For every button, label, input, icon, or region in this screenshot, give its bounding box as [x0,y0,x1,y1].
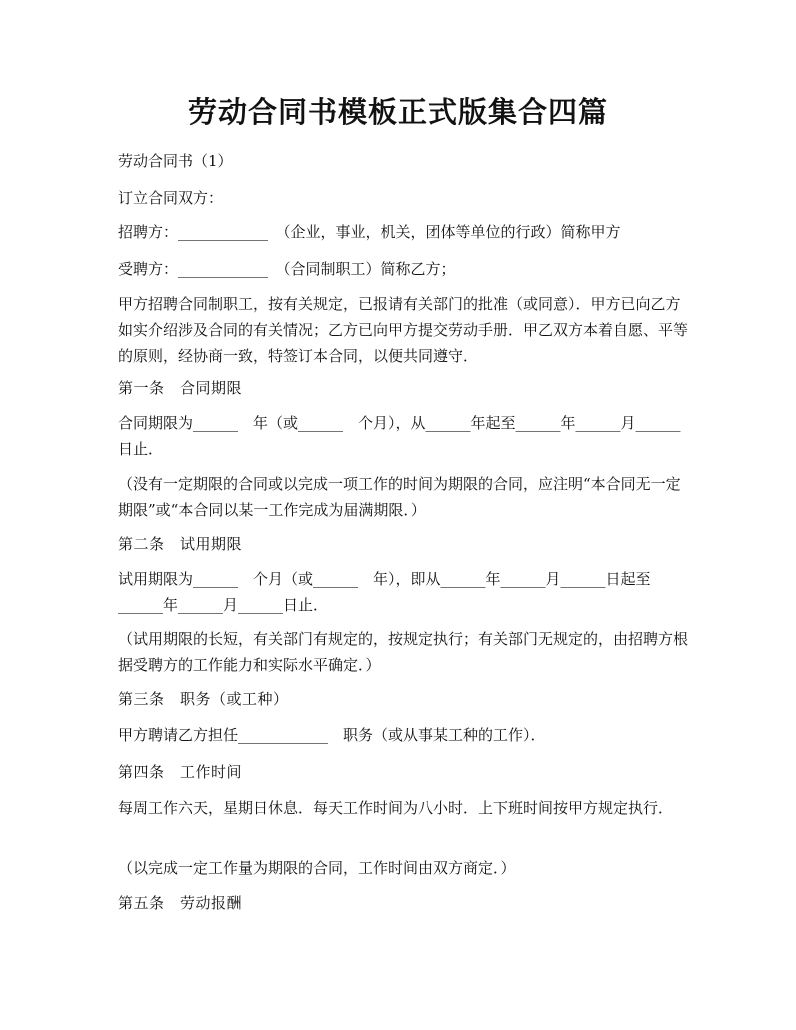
contract-term-note: （没有一定期限的合同或以完成一项工作的时间为期限的合同，应注明“本合同无一定期限”或“本合同以某一工作完成为届满期限．） [118,475,681,519]
document-title: 劳动合同书模板正式版集合四篇 [187,95,608,129]
parties-label: 订立合同双方： [118,189,224,207]
article-5-heading: 第五条 劳动报酬 [118,894,243,912]
probation-paragraph: 试用期限为______ 个月（或______ 年），即从______年______月______日起至______年______月______日止． [118,570,651,614]
working-hours-note: （以完成一定工作量为期限的合同，工作时间由双方商定．） [118,859,516,877]
article-1-heading: 第一条 合同期限 [118,379,243,397]
contract-heading: 劳动合同书（1） [118,152,233,170]
position-paragraph: 甲方聘请乙方担任____________ 职务（或从事某工种的工作）． [118,726,546,744]
article-3-heading: 第三条 职务（或工种） [118,690,289,708]
employer-line: 招聘方：____________ （企业，事业，机关，团体等单位的行政）简称甲方 [118,223,621,241]
employee-line: 受聘方：____________ （合同制职工）简称乙方； [118,260,456,278]
working-hours-paragraph: 每周工作六天，星期日休息．每天工作时间为八小时．上下班时间按甲方规定执行． [118,799,674,817]
article-4-heading: 第四条 工作时间 [118,763,243,781]
probation-note: （试用期限的长短，有关部门有规定的，按规定执行；有关部门无规定的，由招聘方根据受聘方的工作能力和实际水平确定．） [118,630,689,674]
article-2-heading: 第二条 试用期限 [118,535,243,553]
contract-term-paragraph: 合同期限为______ 年（或______ 个月），从______年起至______年______月______日止． [118,414,681,458]
preamble-paragraph: 甲方招聘合同制职工，按有关规定，已报请有关部门的批准（或同意）．甲方已向乙方如实介绍涉及合同的有关情况；乙方已向甲方提交劳动手册．甲乙双方本着自愿、平等的原则，经协商一致，特签订本合同，以便共同遵守． [118,295,689,365]
